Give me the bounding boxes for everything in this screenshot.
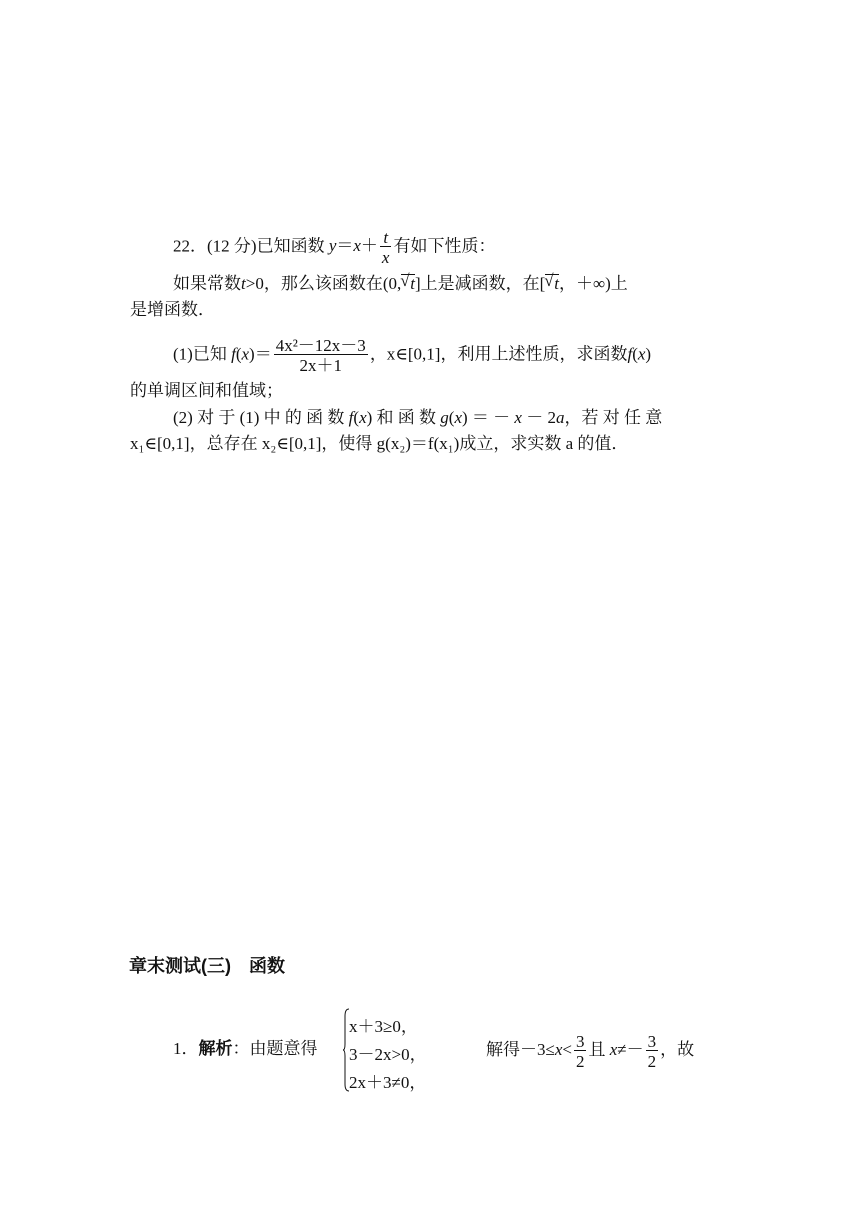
fraction-three-halves bbox=[574, 1033, 587, 1070]
sqrt-t: √ t bbox=[401, 274, 415, 293]
problem-number: 22． bbox=[173, 236, 207, 256]
fraction-denominator: 2 bbox=[575, 1051, 585, 1071]
fraction-numerator: 4x²－12x－3 bbox=[275, 336, 366, 355]
property-text: ，＋∞)上 bbox=[559, 274, 628, 293]
system-row: 3－2x>0， bbox=[349, 1045, 427, 1064]
result-text: 解得－3≤ bbox=[486, 1040, 555, 1059]
inequality-system bbox=[343, 1008, 453, 1092]
sqrt-t: √ t bbox=[545, 274, 559, 293]
problem22-line1 bbox=[173, 229, 495, 266]
problem22-part1-line1: (1)已知 f(x)＝ $\frac{\text{4x²－12x－3}}{2x+1}$ ，x∈[0,1]，利用上述性质，求函数f(x) bbox=[173, 336, 652, 375]
part1-label: (1)已知 bbox=[173, 344, 227, 364]
fraction-neg-three-halves bbox=[646, 1033, 659, 1070]
problem-score: (12 分) bbox=[207, 236, 257, 256]
solution1-result: 解得－3≤x< $\frac{3}{2}$ 且 x≠－ $\frac{3}{2}$ ，故 bbox=[486, 1031, 695, 1071]
solution-number: 1． bbox=[173, 1039, 199, 1058]
function-definition: y＝x＋ $\frac{t}{x}$ bbox=[328, 228, 390, 267]
part1-text: ，x∈[0,1]，利用上述性质，求函数 bbox=[369, 344, 628, 364]
system-row: x＋3≥0， bbox=[349, 1017, 418, 1036]
property-text: 如果常数 bbox=[173, 274, 241, 293]
fraction-denominator: 2x＋1 bbox=[274, 354, 368, 374]
property-text: >0，那么该函数在(0, bbox=[245, 274, 402, 293]
problem-intro: 已知函数 bbox=[256, 236, 325, 256]
result-text: ，故 bbox=[660, 1040, 695, 1059]
problem22-line2: 如果常数t>0，那么该函数在(0,√ t]上是减函数，在[√ t，＋∞)上 bbox=[173, 273, 628, 295]
problem22-part2-line1: (2) 对 于 (1) 中 的 函 数 f(x) 和 函 数 g(x) ＝ － x － 2a，若 对 任 意 bbox=[173, 408, 663, 427]
problem-intro-tail: 有如下性质： bbox=[393, 236, 496, 256]
fraction-t-over-x: $\frac{t}{x}$ bbox=[381, 228, 390, 267]
fraction-f bbox=[274, 337, 368, 374]
system-row: 2x＋3≠0， bbox=[349, 1073, 427, 1092]
problem22-part1-line2: 的单调区间和值域； bbox=[130, 381, 283, 400]
problem22-part2-line2: x₁∈[0,1]，总存在 x₂∈[0,1]，使得 g(x₂)＝f(x₁)成立，求实数 a 的值． bbox=[130, 434, 629, 453]
section-title: 章末测试(三) 函数 bbox=[129, 956, 285, 976]
result-text: 且 bbox=[588, 1040, 606, 1059]
part2-text: ，若 对 任 意 bbox=[564, 408, 663, 427]
solution-label: 解析 bbox=[198, 1039, 233, 1058]
solution-lead-text: ：由题意得 bbox=[232, 1039, 318, 1058]
fraction-numerator: 3 bbox=[647, 1031, 657, 1051]
function-f: f(x)＝ bbox=[231, 344, 272, 364]
part2-text: 和 函 数 bbox=[376, 408, 437, 427]
problem22-line3: 是增函数． bbox=[130, 300, 215, 319]
part2-text: (2) 对 于 (1) 中 的 函 数 bbox=[173, 408, 345, 427]
fraction-denominator: 2 bbox=[647, 1051, 657, 1071]
property-text: ]上是减函数，在[ bbox=[414, 274, 546, 293]
fraction-numerator: 3 bbox=[575, 1031, 585, 1051]
solution1-lead bbox=[173, 1038, 318, 1060]
